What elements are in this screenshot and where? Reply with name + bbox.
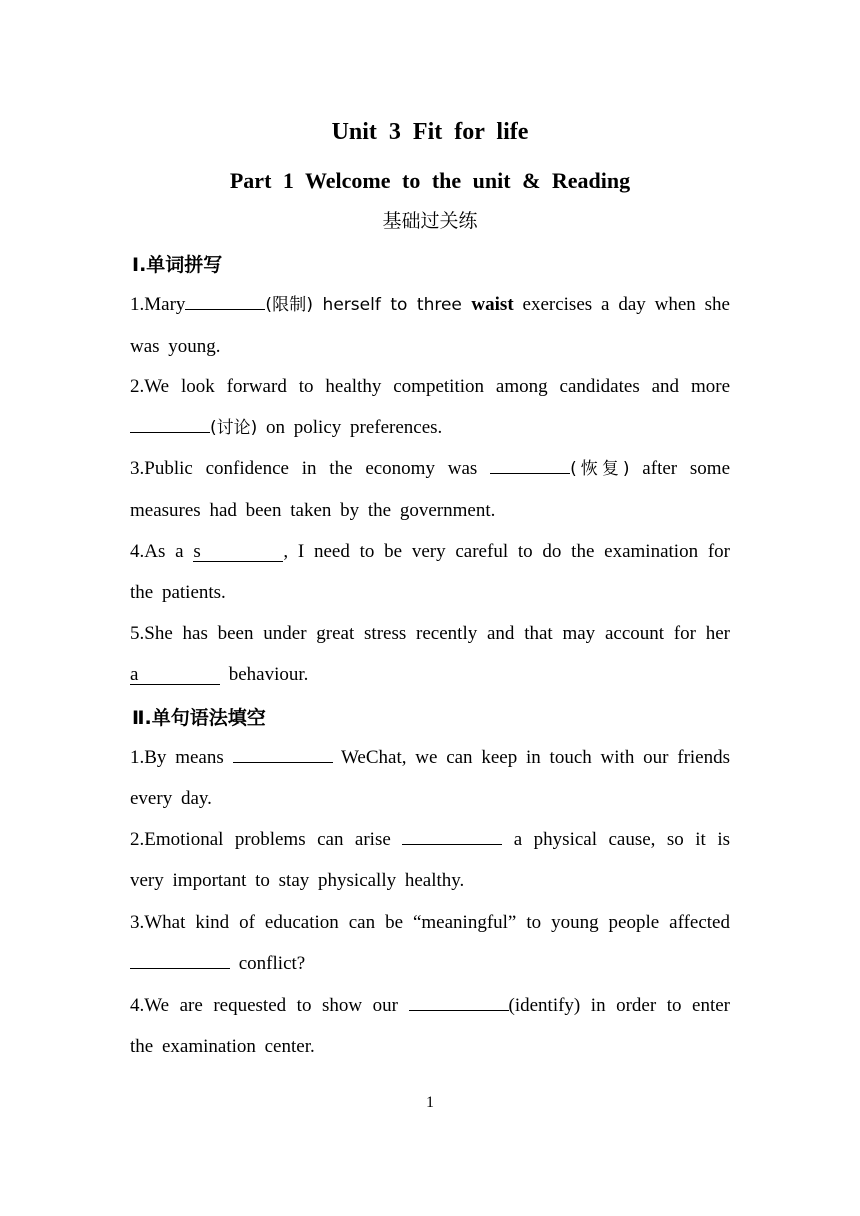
section-1-heading: Ⅰ.单词拼写 xyxy=(132,254,223,276)
s1-q1-bold-word: waist xyxy=(471,294,514,315)
s2-question-3 xyxy=(130,902,730,984)
part-subtitle: Part 1 Welcome to the unit & Reading xyxy=(229,168,631,193)
s2-q3-text-c: conflict? xyxy=(230,953,306,974)
s1-question-1 xyxy=(130,284,730,367)
s2-q2-text-c: a physical cause, so it is very important to stay physically healthy. xyxy=(130,829,730,891)
s1-question-2 xyxy=(130,366,730,449)
s1-q5-text-a: 5.She has been under great stress recently and that may account for her xyxy=(130,623,730,644)
s1-q1-blank[interactable] xyxy=(185,291,265,310)
s2-q3-blank[interactable] xyxy=(130,950,230,969)
s2-q3-text-a: 3.What kind of education can be “meaningful” to young people affected xyxy=(130,912,730,933)
exercise-label: 基础过关练 xyxy=(382,210,478,232)
s1-q4-text-c: , I need to be very careful to do the examination for the patients. xyxy=(130,541,730,603)
s1-question-5 xyxy=(130,613,730,695)
s2-q4-text-c: in order to enter the examination center. xyxy=(130,995,731,1057)
s1-q2-text-c: on policy preferences. xyxy=(257,417,443,438)
page-number: 1 xyxy=(426,1094,434,1111)
s1-q2-blank[interactable] xyxy=(130,414,210,433)
s2-q4-text-a: 4.We are requested to show our xyxy=(130,995,409,1016)
s2-question-1 xyxy=(130,737,730,819)
s1-q1-text-c: exercises a day when she was young. xyxy=(130,294,730,357)
s1-q2-text-b: (讨论) xyxy=(210,418,258,438)
s1-q3-text-c: after some measures had been taken by the government. xyxy=(130,458,731,521)
s1-q3-text-b: (恢复) xyxy=(570,459,630,479)
s2-q4-text-b: (identify) xyxy=(508,995,581,1016)
s1-q3-blank[interactable] xyxy=(490,455,570,474)
s2-q1-text-a: 1.By means xyxy=(130,747,233,768)
s2-question-4 xyxy=(130,985,730,1067)
s1-q5-text-c: behaviour. xyxy=(220,664,309,685)
s1-q5-blank[interactable]: a xyxy=(130,666,220,685)
s2-q4-blank[interactable] xyxy=(409,992,509,1011)
s1-q4-text-a: 4.As a xyxy=(130,541,194,562)
s1-question-3 xyxy=(130,448,730,531)
s1-question-4 xyxy=(130,531,730,613)
s2-q2-text-a: 2.Emotional problems can arise xyxy=(130,829,403,850)
s2-question-2 xyxy=(130,819,730,901)
s1-q2-text-a: 2.We look forward to healthy competition among candidates and more xyxy=(130,376,730,397)
s2-q2-blank[interactable] xyxy=(402,826,502,845)
s1-q3-text-a: 3.Public confidence in the economy was xyxy=(130,458,491,479)
s1-q4-blank[interactable]: s xyxy=(193,543,283,562)
section-2-heading: Ⅱ.单句语法填空 xyxy=(132,707,266,729)
unit-title: Unit 3 Fit for life xyxy=(331,119,529,145)
s1-q1-text-b: (限制) herself to three xyxy=(265,295,472,315)
s2-q1-text-c: WeChat, we can keep in touch with our friends every day. xyxy=(130,747,730,809)
s2-q1-blank[interactable] xyxy=(233,744,333,763)
s1-q1-text-a: 1.Mary xyxy=(130,294,186,315)
